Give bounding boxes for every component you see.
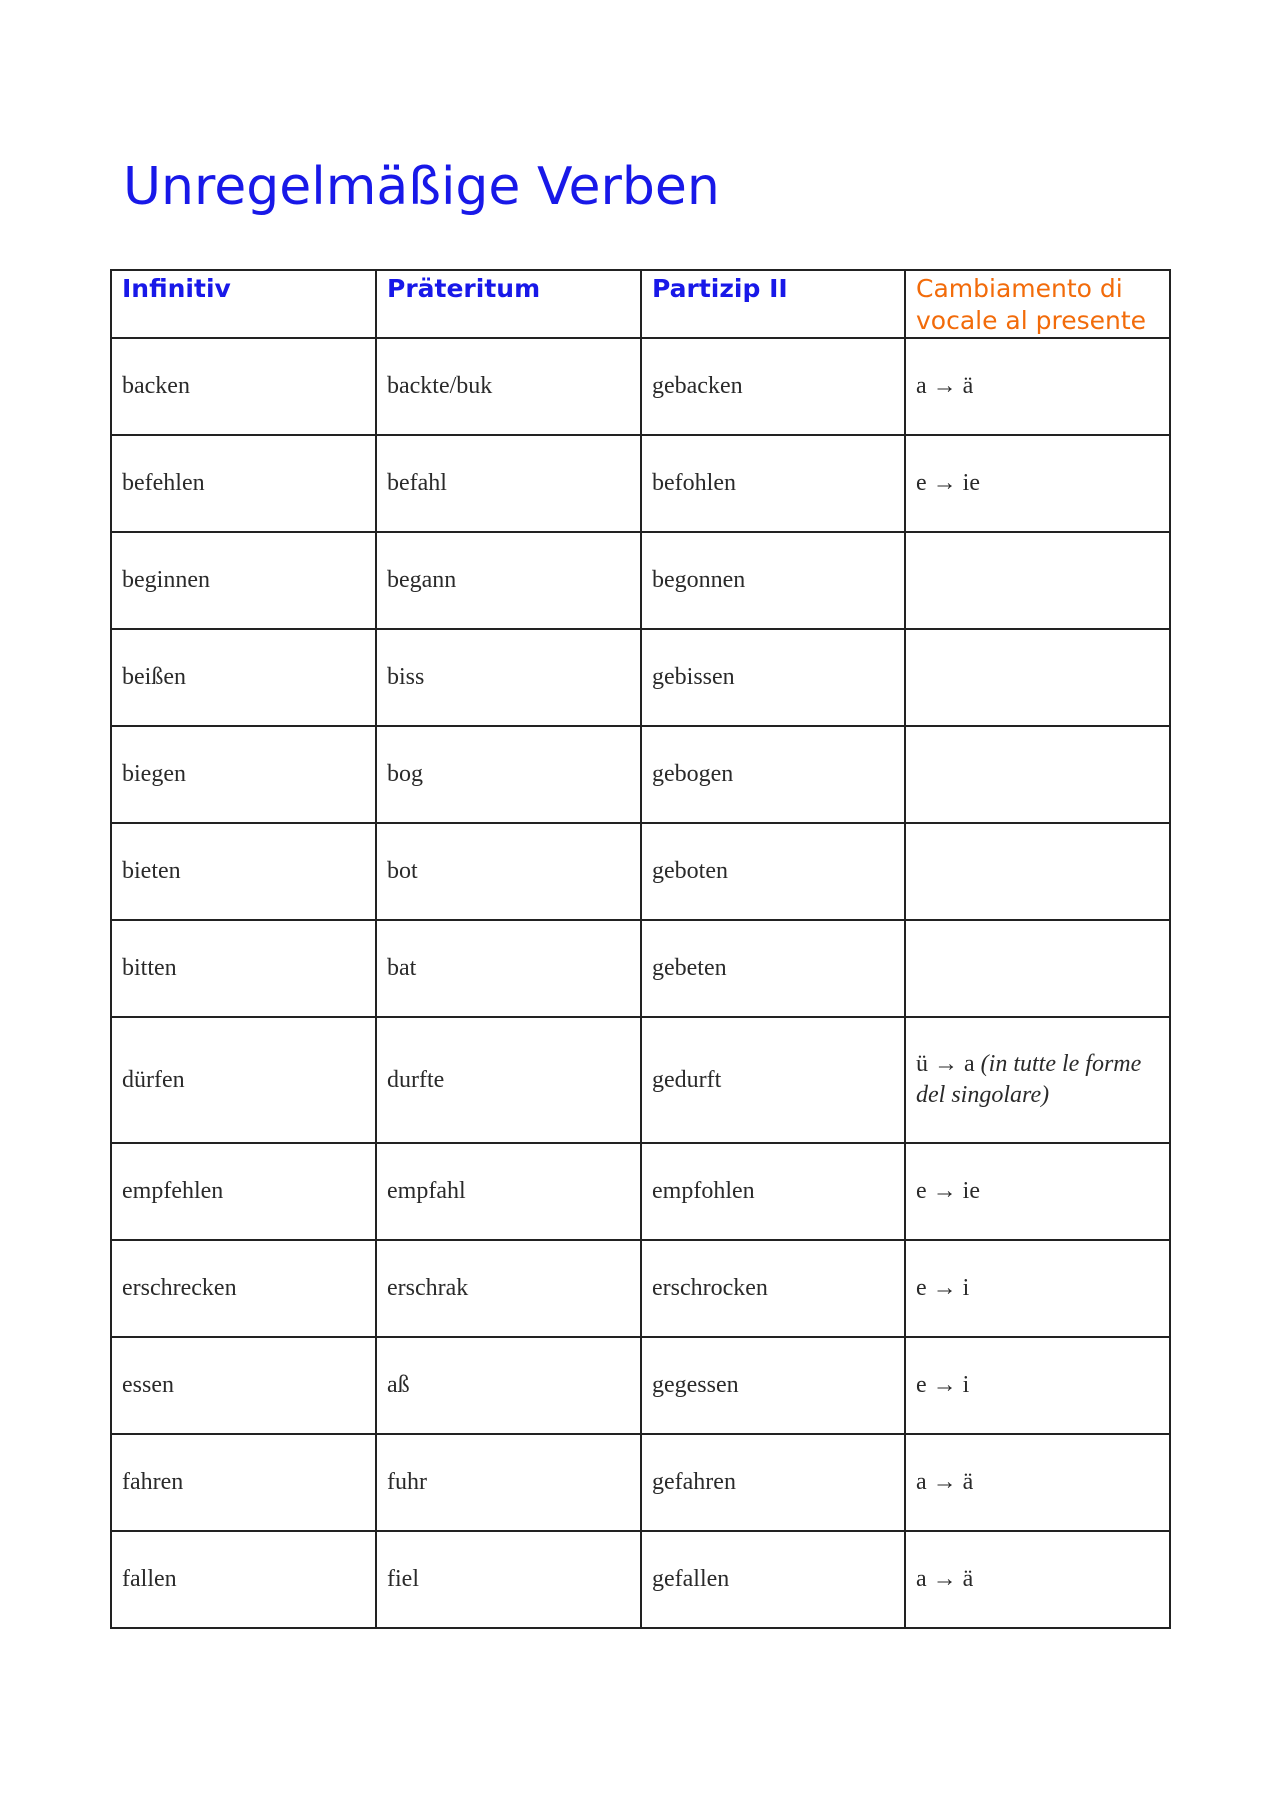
vowel-change-text: ü → a (916, 1051, 975, 1077)
cell-partizip (641, 823, 905, 920)
praeteritum-text: bat (387, 955, 417, 981)
cell-infinitiv (111, 1434, 376, 1531)
cell-vowel-change (905, 629, 1170, 726)
cell-infinitiv (111, 1337, 376, 1434)
cell-vowel-change (905, 1434, 1170, 1531)
table-row (111, 823, 1170, 920)
infinitiv-text: bitten (122, 955, 177, 981)
cell-infinitiv (111, 1143, 376, 1240)
praeteritum-text: bot (387, 858, 418, 884)
cell-partizip (641, 1143, 905, 1240)
infinitiv-text: essen (122, 1372, 174, 1398)
cell-infinitiv (111, 1240, 376, 1337)
partizip-text: gebeten (652, 955, 727, 981)
cell-partizip (641, 920, 905, 1017)
vowel-change-text: a → ä (916, 373, 974, 399)
praeteritum-text: durfte (387, 1066, 445, 1093)
cell-praeteritum (376, 1531, 641, 1628)
partizip-text: gefallen (652, 1566, 730, 1592)
partizip-text: gebissen (652, 664, 735, 690)
infinitiv-text: backen (122, 373, 190, 399)
partizip-text: empfohlen (652, 1178, 755, 1204)
cell-infinitiv (111, 726, 376, 823)
cell-vowel-change (905, 823, 1170, 920)
praeteritum-text: fiel (387, 1566, 419, 1592)
cell-vowel-change (905, 1017, 1170, 1143)
cell-partizip (641, 532, 905, 629)
cell-praeteritum (376, 1143, 641, 1240)
table-row (111, 1531, 1170, 1628)
cell-vowel-change (905, 726, 1170, 823)
header-row (111, 270, 1170, 338)
partizip-text: gegessen (652, 1372, 739, 1398)
infinitiv-text: beißen (122, 664, 186, 690)
header-praeteritum: Präteritum (376, 270, 641, 338)
cell-infinitiv (111, 1531, 376, 1628)
table-row (111, 920, 1170, 1017)
cell-infinitiv (111, 823, 376, 920)
vowel-change-text: a → ä (916, 1566, 974, 1592)
vowel-change-text: a → ä (916, 1469, 974, 1495)
cell-partizip (641, 726, 905, 823)
cell-partizip (641, 338, 905, 435)
cell-praeteritum (376, 920, 641, 1017)
cell-praeteritum (376, 1240, 641, 1337)
cell-praeteritum (376, 1337, 641, 1434)
cell-partizip (641, 1240, 905, 1337)
vowel-change-text: e → i (916, 1275, 970, 1301)
cell-infinitiv (111, 338, 376, 435)
cell-praeteritum (376, 629, 641, 726)
table-row (111, 1240, 1170, 1337)
praeteritum-text: begann (387, 567, 457, 593)
cell-infinitiv (111, 1017, 376, 1143)
page-title: Unregelmäßige Verben (123, 157, 720, 217)
vowel-change-text: e → ie (916, 1178, 980, 1204)
praeteritum-text: fuhr (387, 1469, 427, 1495)
cell-vowel-change (905, 1531, 1170, 1628)
cell-praeteritum (376, 1017, 641, 1143)
infinitiv-text: erschrecken (122, 1275, 237, 1301)
vowel-change-text: e → i (916, 1372, 970, 1398)
cell-vowel-change (905, 435, 1170, 532)
table-row (111, 1337, 1170, 1434)
cell-vowel-change (905, 1143, 1170, 1240)
praeteritum-text: biss (387, 664, 425, 690)
cell-infinitiv (111, 435, 376, 532)
partizip-text: gebacken (652, 373, 743, 399)
infinitiv-text: empfehlen (122, 1178, 224, 1204)
cell-partizip (641, 629, 905, 726)
verb-table-body (111, 338, 1170, 1628)
cell-praeteritum (376, 435, 641, 532)
cell-praeteritum (376, 532, 641, 629)
cell-praeteritum (376, 823, 641, 920)
table-row (111, 532, 1170, 629)
cell-partizip (641, 435, 905, 532)
praeteritum-text: backte/buk (387, 373, 493, 399)
header-infinitiv: Infinitiv (111, 270, 376, 338)
table-row (111, 629, 1170, 726)
cell-partizip (641, 1434, 905, 1531)
cell-partizip (641, 1531, 905, 1628)
table-row (111, 435, 1170, 532)
infinitiv-text: dürfen (122, 1066, 185, 1093)
cell-vowel-change (905, 1337, 1170, 1434)
praeteritum-text: bog (387, 761, 423, 787)
cell-infinitiv (111, 629, 376, 726)
cell-praeteritum (376, 1434, 641, 1531)
cell-vowel-change (905, 338, 1170, 435)
cell-partizip (641, 1337, 905, 1434)
partizip-text: gebogen (652, 761, 734, 787)
cell-partizip (641, 1017, 905, 1143)
infinitiv-text: beginnen (122, 567, 210, 593)
cell-vowel-change (905, 1240, 1170, 1337)
verb-table (110, 269, 1171, 1629)
partizip-text: gedurft (652, 1066, 722, 1093)
table-row (111, 338, 1170, 435)
infinitiv-text: bieten (122, 858, 181, 884)
partizip-text: gefahren (652, 1469, 736, 1495)
infinitiv-text: biegen (122, 761, 186, 787)
cell-infinitiv (111, 920, 376, 1017)
partizip-text: befohlen (652, 470, 736, 496)
praeteritum-text: aß (387, 1372, 410, 1398)
partizip-text: erschrocken (652, 1275, 768, 1301)
vowel-change-text: e → ie (916, 470, 980, 496)
vowel-change-note: (in tutte le forme del singolare) (916, 1051, 1142, 1108)
infinitiv-text: fallen (122, 1566, 177, 1592)
infinitiv-text: befehlen (122, 470, 205, 496)
table-row (111, 1017, 1170, 1143)
cell-infinitiv (111, 532, 376, 629)
cell-vowel-change (905, 532, 1170, 629)
praeteritum-text: erschrak (387, 1275, 469, 1301)
table-row (111, 726, 1170, 823)
cell-praeteritum (376, 726, 641, 823)
table-row (111, 1143, 1170, 1240)
cell-praeteritum (376, 338, 641, 435)
partizip-text: geboten (652, 858, 728, 884)
table-row (111, 1434, 1170, 1531)
praeteritum-text: befahl (387, 470, 447, 496)
header-partizip: Partizip II (641, 270, 905, 338)
partizip-text: begonnen (652, 567, 746, 593)
header-vowel-change: Cambiamento di vocale al presente (905, 270, 1170, 338)
praeteritum-text: empfahl (387, 1178, 466, 1204)
infinitiv-text: fahren (122, 1469, 184, 1495)
cell-vowel-change (905, 920, 1170, 1017)
